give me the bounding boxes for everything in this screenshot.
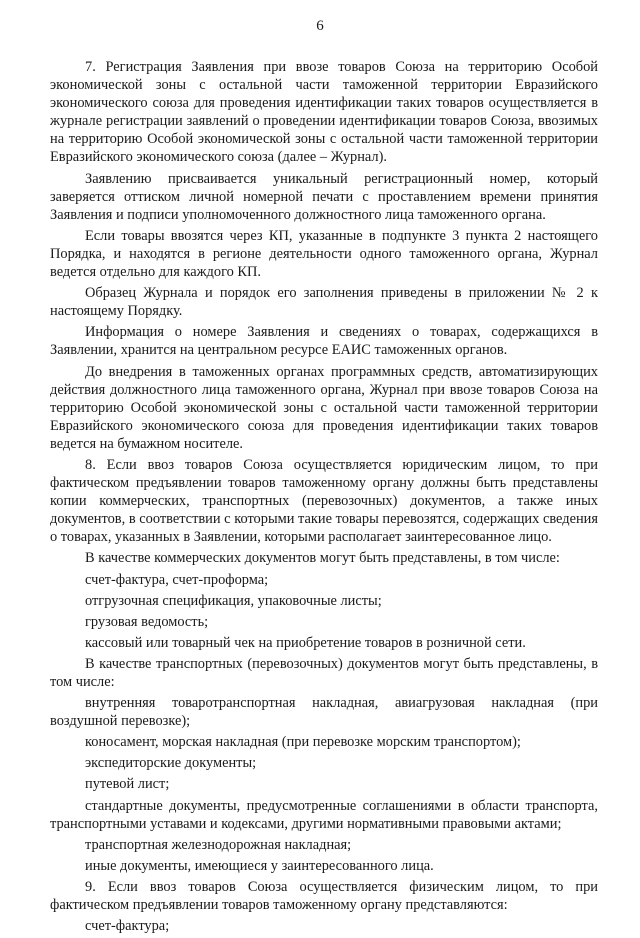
list-item-invoice: счет-фактура; xyxy=(85,918,170,935)
paragraph-7-registration: 7. Регистрация Заявления при ввозе товаров Союза на территорию Особой экономической зоны с остальной части таможенной территории Евразийского экономического союза для проведения идентификации таких товаров осуществляется в журнале регистрации заявлений о проведении идентификации товаров Союза, ввозимых на территорию Особой экономической зоны с остальной части таможенной территории Евразийского экономического союза (далее – Журнал). xyxy=(50,59,598,166)
list-item-standard-docs: стандартные документы, предусмотренные соглашениями в области транспорта, транспортными уставами и кодексами, другими нормативными правовыми актами; xyxy=(50,797,598,832)
page-number: 6 xyxy=(316,18,324,34)
list-item-cargo-manifest: грузовая ведомость; xyxy=(85,613,209,630)
paragraph-commercial-docs-intro: В качестве коммерческих документов могут быть представлены, в том числе: xyxy=(85,550,560,567)
list-item-receipt: кассовый или товарный чек на приобретение товаров в розничной сети. xyxy=(85,634,526,651)
list-item-waybill: внутренняя товаротранспортная накладная, авиагрузовая накладная (при воздушной перевозке); xyxy=(50,695,598,730)
list-item-bill-of-lading: коносамент, морская накладная (при перевозке морским транспортом); xyxy=(85,734,521,751)
paragraph-registration-number: Заявлению присваивается уникальный регистрационный номер, который заверяется оттиском личной номерной печати с проставлением времени принятия Заявления и подписи уполномоченного должностного лица таможенного органа. xyxy=(50,170,598,223)
paragraph-journal-sample: Образец Журнала и порядок его заполнения приведены в приложении № 2 к настоящему Порядку. xyxy=(50,285,598,320)
paragraph-eais-info: Информация о номере Заявления и сведениях о товарах, содержащихся в Заявлении, хранится на центральном ресурсе ЕАИС таможенных органов. xyxy=(50,324,598,359)
list-item-forwarding-docs: экспедиторские документы; xyxy=(85,755,257,772)
list-item-other-docs: иные документы, имеющиеся у заинтересованного лица. xyxy=(85,857,434,874)
list-item-shipping-spec: отгрузочная спецификация, упаковочные листы; xyxy=(85,592,382,609)
paragraph-8-legal-entity: 8. Если ввоз товаров Союза осуществляется юридическим лицом, то при фактическом предъявлении товаров таможенному органу должны быть представлены копии коммерческих, транспортных (перевозочных) документов, а также иных документов, в соответствии с которыми такие товары перевозятся, содержащих сведения о товарах, указанных в Заявлении, которыми располагает заинтересованное лицо. xyxy=(50,456,598,546)
document-body xyxy=(50,58,598,938)
paragraph-9-individual: 9. Если ввоз товаров Союза осуществляется физическим лицом, то при фактическом предъявлении товаров таможенному органу представляются: xyxy=(50,878,598,914)
list-item-railway-waybill: транспортная железнодорожная накладная; xyxy=(85,836,352,853)
list-item-trip-sheet: путевой лист; xyxy=(85,776,170,793)
paragraph-transport-docs-intro: В качестве транспортных (перевозочных) документов могут быть представлены, в том числе: xyxy=(50,655,598,690)
list-item-invoice-proforma: счет-фактура, счет-проформа; xyxy=(85,571,269,588)
paragraph-kp-journal: Если товары ввозятся через КП, указанные в подпункте 3 пункта 2 настоящего Порядка, и находятся в регионе деятельности одного таможенного органа, Журнал ведется отдельно для каждого КП. xyxy=(50,227,598,281)
paragraph-paper-journal: До внедрения в таможенных органах программных средств, автоматизирующих действия должностного лица таможенного органа, Журнал при ввозе товаров Союза на территорию Особой экономической зоны с остальной части таможенной территории Евразийского экономического союза для проведения идентификации таких товаров ведется на бумажном носителе. xyxy=(50,363,598,452)
